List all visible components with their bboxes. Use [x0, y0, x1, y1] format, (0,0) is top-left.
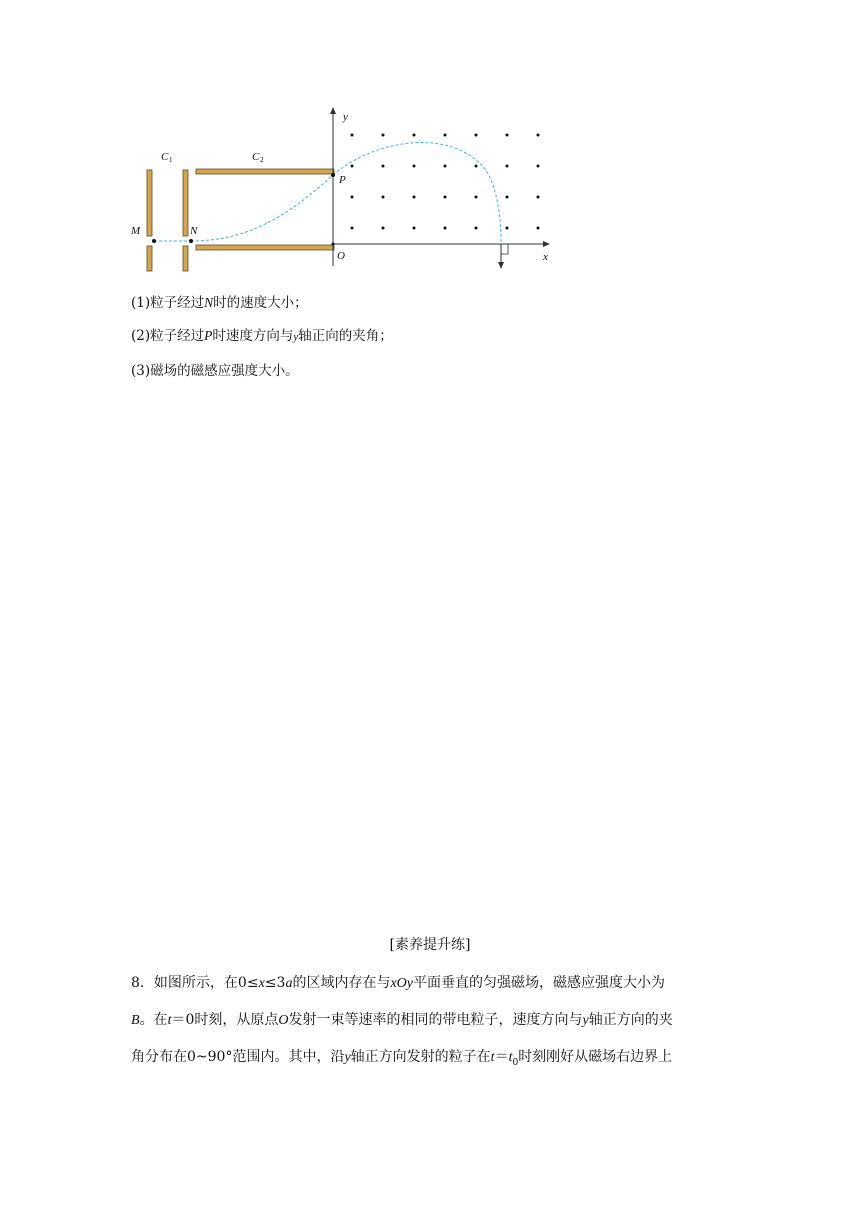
- c1-label: C: [161, 151, 169, 163]
- p8-l2-f: 发射一束等速率的相同的带电粒子，速度方向与: [288, 1012, 583, 1028]
- right-angle-mark: [501, 244, 508, 254]
- problem-8-line-2: [131, 1009, 673, 1029]
- field-dot: [351, 165, 354, 168]
- field-dot: [444, 227, 447, 230]
- question-2-prefix: (2)粒子经过: [131, 328, 205, 344]
- field-dot: [506, 134, 509, 137]
- point-m-dot: [152, 239, 156, 243]
- field-dot: [382, 196, 385, 199]
- exit-velocity-arrowhead: [498, 262, 504, 269]
- question-2-middle: 时速度方向与: [212, 328, 294, 344]
- field-dot: [475, 134, 478, 137]
- field-dot: [413, 196, 416, 199]
- x-axis-label: x: [543, 251, 548, 263]
- p8-l3-f: t: [508, 1050, 513, 1065]
- origin-label: O: [337, 250, 345, 262]
- p8-l2-g: y: [582, 1013, 589, 1028]
- p8-l1-e: ≤: [264, 975, 277, 991]
- section-title: [素养提升练]: [389, 937, 471, 953]
- field-dot: [475, 196, 478, 199]
- field-dot: [382, 165, 385, 168]
- p8-l3-a: 角分布在0~90°范围内。其中，沿: [131, 1049, 345, 1065]
- point-n-label: N: [190, 225, 198, 237]
- field-dot: [475, 165, 478, 168]
- p8-l2-d: ＝0时刻，从原点: [171, 1012, 279, 1028]
- problem-8-line-1: [131, 972, 665, 992]
- c2-top-plate: [196, 169, 334, 174]
- field-dot: [413, 134, 416, 137]
- c1-subscript: 1: [169, 156, 173, 164]
- field-dot: [351, 196, 354, 199]
- point-n-dot: [189, 239, 193, 243]
- c2-label: C: [252, 151, 260, 163]
- p8-l2-a: B: [131, 1013, 140, 1028]
- question-2-var2: y: [293, 331, 299, 343]
- y-axis-label: y: [343, 111, 348, 123]
- p8-l2-b: 。在: [139, 1012, 168, 1028]
- p8-l1-a: 8．如图所示，在: [131, 975, 238, 991]
- field-dot: [537, 165, 540, 168]
- field-dot: [382, 227, 385, 230]
- field-dot: [506, 196, 509, 199]
- field-dot: [537, 196, 540, 199]
- problem-8-line-3: [131, 1046, 672, 1068]
- question-2: [131, 327, 393, 346]
- p8-l1-h: 的区域内存在与: [292, 975, 391, 991]
- field-dot: [382, 134, 385, 137]
- question-1-prefix: (1)粒子经过: [131, 295, 205, 311]
- p8-l1-f: 3: [276, 975, 286, 991]
- point-p-label: P: [339, 174, 346, 186]
- field-dot: [444, 196, 447, 199]
- p8-l1-i: xOy: [390, 976, 413, 991]
- y-axis-arrow: [330, 107, 336, 114]
- magnetic-field-dots: [351, 134, 540, 230]
- p8-l2-e: O: [278, 1013, 289, 1028]
- p8-l1-j: 平面垂直的匀强磁场，磁感应强度大小为: [413, 975, 665, 991]
- p8-l2-c: t: [167, 1013, 172, 1028]
- c1-left-plate-top: [147, 170, 152, 236]
- field-dot: [475, 227, 478, 230]
- p8-l3-c: 轴正方向发射的粒子在: [350, 1049, 491, 1065]
- question-2-suffix: 轴正向的夹角；: [298, 328, 393, 344]
- field-dot: [506, 165, 509, 168]
- p8-l2-h: 轴正方向的夹: [588, 1012, 673, 1028]
- physics-figure: [128, 104, 568, 274]
- c1-left-plate-bottom: [147, 246, 152, 271]
- p8-l3-g: 0: [512, 1057, 519, 1068]
- point-m-label: M: [131, 225, 141, 237]
- p8-l1-d: x: [258, 976, 265, 991]
- c2-bottom-plate: [196, 245, 334, 250]
- c2-subscript: 2: [260, 156, 264, 164]
- field-dot: [506, 227, 509, 230]
- c1-right-plate-bottom: [183, 246, 188, 271]
- p8-l1-c: ≤: [246, 975, 259, 991]
- question-1: [131, 294, 308, 312]
- trajectory-electric-field: [191, 175, 333, 241]
- question-3: (3)磁场的磁感应强度大小。: [131, 363, 299, 379]
- p8-l3-d: t: [490, 1050, 495, 1065]
- p8-l3-h: 时刻刚好从磁场右边界上: [518, 1049, 673, 1065]
- p8-l3-e: ＝: [494, 1049, 509, 1065]
- field-dot: [537, 227, 540, 230]
- field-dot: [444, 165, 447, 168]
- figure-svg: [128, 104, 568, 274]
- field-dot: [351, 134, 354, 137]
- question-1-var: N: [204, 295, 214, 310]
- field-dot: [351, 227, 354, 230]
- c1-right-plate-top: [183, 170, 188, 236]
- p8-l1-g: a: [285, 976, 293, 991]
- field-dot: [444, 134, 447, 137]
- x-axis-arrow: [543, 241, 550, 247]
- point-p-dot: [331, 173, 335, 177]
- point-o-dot: [332, 243, 335, 246]
- question-2-var: P: [204, 328, 213, 343]
- field-dot: [537, 134, 540, 137]
- field-dot: [413, 227, 416, 230]
- field-dot: [413, 165, 416, 168]
- p8-l1-b: 0: [237, 975, 247, 991]
- p8-l3-b: y: [344, 1050, 351, 1065]
- question-1-suffix: 时的速度大小；: [213, 295, 308, 311]
